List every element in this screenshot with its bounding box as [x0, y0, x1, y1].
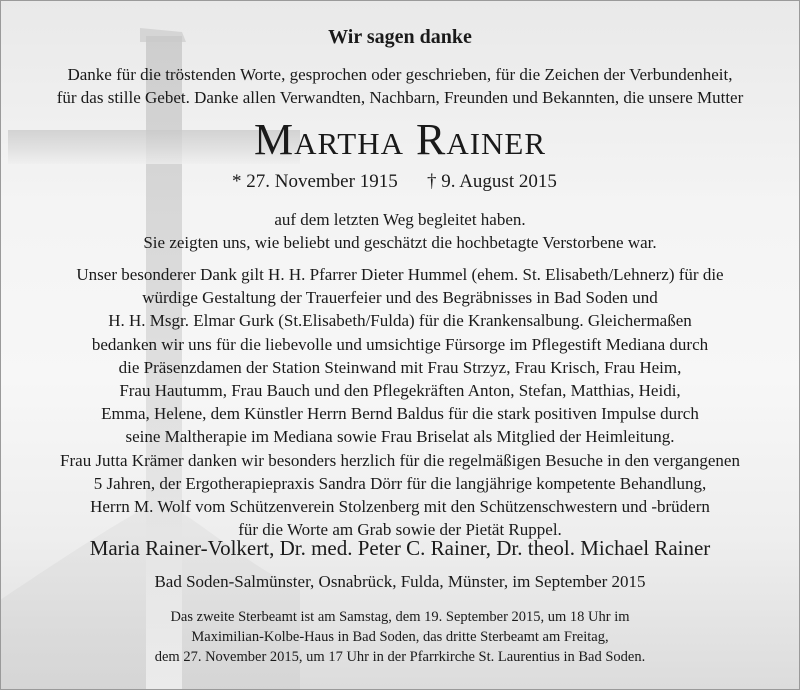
thanks-line: Frau Hautumm, Frau Bauch und den Pflegekräften Anton, Stefan, Matthias, Heidi,	[119, 381, 681, 401]
services-info	[0, 607, 800, 667]
thanks-line: würdige Gestaltung der Trauerfeier und des Begräbnisses in Bad Soden und	[142, 288, 658, 308]
heading: Wir sagen danke	[328, 26, 472, 48]
accompaniment-line: Sie zeigten uns, wie beliebt und geschätzt die hochbetagte Verstorbene war.	[143, 233, 657, 252]
death-date: † 9. August 2015	[427, 171, 557, 192]
intro-text	[0, 63, 800, 109]
thanks-line: seine Maltherapie im Mediana sowie Frau Briselat als Mitglied der Heimleitung.	[125, 427, 675, 447]
birth-date: * 27. November 1915	[232, 171, 398, 192]
intro-line: Danke für die tröstenden Worte, gesprochen oder geschrieben, für die Zeichen der Verbundenheit,	[67, 65, 733, 84]
thanks-line: für die Worte am Grab sowie der Pietät Ruppel.	[238, 520, 562, 540]
thanks-line: die Präsenzdamen der Station Steinwand mit Frau Strzyz, Frau Krisch, Frau Heim,	[118, 357, 682, 377]
place-date: Bad Soden-Salmünster, Osnabrück, Fulda, Münster, im September 2015	[154, 572, 646, 591]
accompaniment-line: auf dem letzten Weg begleitet haben.	[274, 210, 526, 229]
signers: Maria Rainer-Volkert, Dr. med. Peter C. Rainer, Dr. theol. Michael Rainer	[89, 536, 711, 560]
thanks-line: Herrn M. Wolf vom Schützenverein Stolzenberg mit den Schützenschwestern und -brüdern	[90, 497, 710, 517]
thanks-paragraph	[0, 263, 800, 541]
services-line: Das zweite Sterbeamt ist am Samstag, dem 19. September 2015, um 18 Uhr im	[170, 609, 630, 625]
thanks-line: bedanken wir uns für die liebevolle und umsichtige Fürsorge im Pflegestift Mediana durch	[91, 334, 709, 354]
thanks-line: Frau Jutta Krämer danken wir besonders herzlich für die regelmäßigen Besuche in den vergangenen	[60, 450, 740, 470]
thanks-line: Unser besonderer Dank gilt H. H. Pfarrer Dieter Hummel (ehem. St. Elisabeth/Lehnerz) für die	[76, 265, 724, 284]
services-line: dem 27. November 2015, um 17 Uhr in der Pfarrkirche St. Laurentius in Bad Soden.	[154, 649, 646, 665]
life-dates	[0, 171, 800, 195]
thanks-line: Emma, Helene, dem Künstler Herrn Bernd Baldus für die stark positiven Impulse durch	[101, 404, 699, 424]
accompaniment-text	[0, 208, 800, 254]
thanks-line: H. H. Msgr. Elmar Gurk (St.Elisabeth/Fulda) für die Krankensalbung. Gleichermaßen	[108, 311, 692, 331]
thanks-line: 5 Jahren, der Ergotherapiepraxis Sandra Dörr für die langjährige kompetente Behandlung,	[93, 473, 707, 493]
deceased-name: Martha Rainer	[253, 115, 547, 164]
intro-line: für das stille Gebet. Danke allen Verwandten, Nachbarn, Freunden und Bekannten, die unsere Mutter	[56, 88, 744, 107]
services-line: Maximilian-Kolbe-Haus in Bad Soden, das dritte Sterbeamt am Freitag,	[191, 629, 609, 645]
